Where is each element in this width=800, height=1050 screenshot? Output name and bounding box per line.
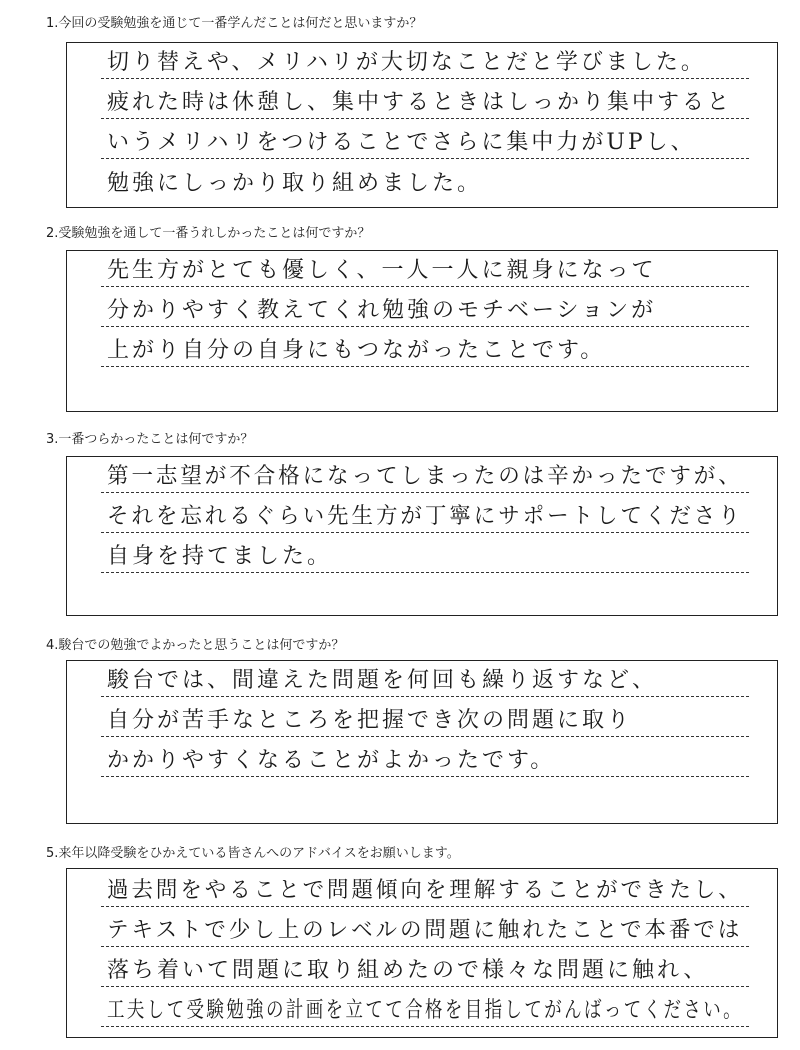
answer-box-4 xyxy=(66,660,778,824)
answer-5-line-2 xyxy=(101,911,749,947)
question-3-label: 3.一番つらかったことは何ですか？ xyxy=(46,432,254,447)
answer-1-line-1 xyxy=(101,43,749,79)
answer-2-text-3: 上がり自分の自身にもつながったことです。 xyxy=(107,338,606,363)
answer-4-text-1: 駿台では、間違えた問題を何回も繰り返すなど、 xyxy=(107,668,658,693)
answer-4-line-3 xyxy=(101,741,749,777)
answer-3-text-1: 第一志望が不合格になってしまったのは辛かったですが、 xyxy=(107,464,743,489)
answer-5-text-3: 落ち着いて問題に取り組めたので様々な問題に触れ、 xyxy=(107,958,709,983)
answer-4-line-2 xyxy=(101,701,749,737)
answer-box-5 xyxy=(66,868,778,1038)
answer-5-line-1 xyxy=(101,871,749,907)
answer-1-text-4: 勉強にしっかり取り組めました。 xyxy=(107,171,483,196)
answer-4-text-2: 自分が苦手なところを把握でき次の問題に取り xyxy=(107,708,633,733)
answer-1-text-1: 切り替えや、メリハリが大切なことだと学びました。 xyxy=(107,50,706,75)
answer-2-text-1: 先生方がとても優しく、一人一人に親身になって xyxy=(107,258,657,283)
answer-1-line-2 xyxy=(101,83,749,119)
answer-box-1 xyxy=(66,42,778,208)
answer-3-text-3: 自身を持てました。 xyxy=(107,544,333,569)
answer-5-text-2: テキストで少し上のレベルの問題に触れたことで本番では xyxy=(107,918,743,943)
answer-2-line-1 xyxy=(101,251,749,287)
answer-2-line-4 xyxy=(101,371,749,407)
question-4-label: 4.駿台での勉強でよかったと思うことは何ですか？ xyxy=(46,638,345,653)
answer-4-line-4 xyxy=(101,781,749,817)
answer-5-line-4 xyxy=(101,991,749,1027)
answer-3-line-3 xyxy=(101,537,749,573)
answer-1-text-3: いうメリハリをつけることでさらに集中力がUPし、 xyxy=(107,130,696,155)
answer-5-line-3 xyxy=(101,951,749,987)
answer-1-line-4 xyxy=(101,163,749,199)
answer-4-line-1 xyxy=(101,661,749,697)
answer-3-text-2: それを忘れるぐらい先生方が丁寧にサポートしてくださり xyxy=(107,504,743,529)
answer-2-line-2 xyxy=(101,291,749,327)
answer-3-line-1 xyxy=(101,457,749,493)
question-5-label: 5.来年以降受験をひかえている皆さんへのアドバイスをお願いします。 xyxy=(46,846,460,861)
answer-box-3 xyxy=(66,456,778,616)
answer-5-text-1: 過去問をやることで問題傾向を理解することができたし、 xyxy=(107,878,743,903)
answer-1-text-2: 疲れた時は休憩し、集中するときはしっかり集中すると xyxy=(107,90,733,115)
question-1-label: 1.今回の受験勉強を通じて一番学んだことは何だと思いますか？ xyxy=(46,16,423,31)
answer-2-line-3 xyxy=(101,331,749,367)
answer-1-line-3 xyxy=(101,123,749,159)
answer-3-line-2 xyxy=(101,497,749,533)
answer-5-text-4: 工夫して受験勉強の計画を立てて合格を目指してがんばってください。 xyxy=(107,998,744,1023)
answer-3-line-4 xyxy=(101,577,749,613)
question-2-label: 2.受験勉強を通して一番うれしかったことは何ですか？ xyxy=(46,226,371,241)
answer-box-2 xyxy=(66,250,778,412)
answer-4-text-3: かかりやすくなることがよかったです。 xyxy=(107,748,556,773)
answer-2-text-2: 分かりやすく教えてくれ勉強のモチベーションが xyxy=(107,298,657,323)
